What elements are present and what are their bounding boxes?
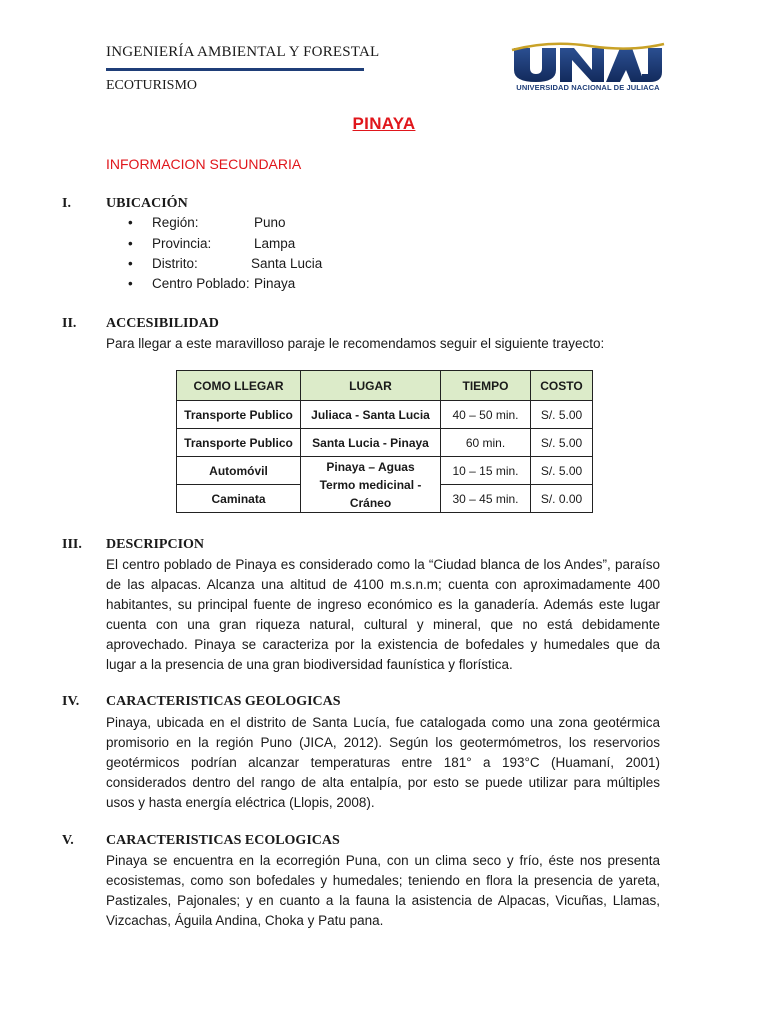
bullet-value-region: Puno xyxy=(254,215,286,230)
table-cell-como: Transporte Publico xyxy=(177,401,301,429)
page-subtitle: INFORMACION SECUNDARIA xyxy=(106,156,302,172)
table-cell-lugar: Pinaya – Aguas Termo medicinal - Cráneo xyxy=(301,457,441,513)
table-cell-costo: S/. 0.00 xyxy=(531,485,593,513)
table-cell-costo: S/. 5.00 xyxy=(531,401,593,429)
header-department: INGENIERÍA AMBIENTAL Y FORESTAL xyxy=(106,44,380,60)
section-number-ii: II. xyxy=(62,316,77,331)
table-header-cell: COSTO xyxy=(531,371,593,401)
logo-caption: UNIVERSIDAD NACIONAL DE JULIACA xyxy=(516,83,660,92)
ecologicas-text: Pinaya se encuentra en la ecorregión Puna, con un clima seco y frío, éste nos presenta ecosistemas, como son bofedales y humedales; teniendo en flora la presencia de yareta, Pastizales, Pajonales; y en cuanto a la fauna la asistencia de Alpacas, Vicuñas, Llamas, Vizcachas, Águila Andina, Choka y Patu pana. xyxy=(106,853,660,928)
header-course: ECOTURISMO xyxy=(106,78,198,93)
table-cell-como: Transporte Publico xyxy=(177,429,301,457)
section-title-accesibilidad: ACCESIBILIDAD xyxy=(106,316,219,331)
table-cell-lugar: Santa Lucia - Pinaya xyxy=(301,429,441,457)
bullet-icon: • xyxy=(128,256,133,271)
bullet-value-centro-poblado: Pinaya xyxy=(254,276,296,291)
bullet-icon: • xyxy=(128,236,133,251)
descripcion-text: El centro poblado de Pinaya es considerado como la “Ciudad blanca de los Andes”, paraíso de las alpacas. Alcanza una altitud de 4100 m.s.n.m; cuenta con aproximadamente 400 habitantes, su principal fuente de ingreso económico es la ganadería. Además este lugar cuenta con una gran riqueza natural, cultural y mineral, que no está debidamente aprovechado. Pinaya se caracteriza por la existencia de bofedales y humedales que da lugar a la presencia de una gran biodiversidad faunística y florística. xyxy=(106,557,660,672)
bullet-label-centro-poblado: Centro Poblado: xyxy=(152,276,250,291)
accesibilidad-intro: Para llegar a este maravilloso paraje le recomendamos seguir el siguiente trayecto: xyxy=(106,336,605,351)
section-title-ecologicas: CARACTERISTICAS ECOLOGICAS xyxy=(106,833,340,848)
table-header-cell: TIEMPO xyxy=(441,371,531,401)
section-title-geologicas: CARACTERISTICAS GEOLOGICAS xyxy=(106,694,341,709)
section-number-i: I. xyxy=(62,196,71,211)
section-number-iii: III. xyxy=(62,537,82,552)
table-header-row xyxy=(177,371,593,401)
table-cell-como: Automóvil xyxy=(177,457,301,485)
bullet-value-provincia: Lampa xyxy=(254,236,296,251)
bullet-icon: • xyxy=(128,215,133,230)
header-divider xyxy=(106,68,364,71)
table-row xyxy=(177,429,593,457)
table-header-cell: LUGAR xyxy=(301,371,441,401)
bullet-value-distrito: Santa Lucia xyxy=(251,256,323,271)
page-title: PINAYA xyxy=(352,114,416,133)
geologicas-text: Pinaya, ubicada en el distrito de Santa Lucía, fue catalogada como una zona geotérmica promisorio en la región Puno (JICA, 2012). Según los geotermómetros, los reservorios geotérmicos podrían alcanzar temperaturas entre 181° a 193°C (Huamaní, 2001) considerados dentro del rango de alta entalpía, por esto se puede utilizar para múltiples usos y hasta energía eléctrica (Llopis, 2008). xyxy=(106,715,660,810)
table-cell-lugar: Juliaca - Santa Lucia xyxy=(301,401,441,429)
table-cell-costo: S/. 5.00 xyxy=(531,429,593,457)
table-cell-tiempo: 40 – 50 min. xyxy=(441,401,531,429)
section-title-ubicacion: UBICACIÓN xyxy=(106,196,188,211)
section-title-descripcion: DESCRIPCION xyxy=(106,537,205,552)
table-row xyxy=(177,457,593,485)
access-table xyxy=(176,370,593,513)
bullet-label-distrito: Distrito: xyxy=(152,256,198,271)
table-row xyxy=(177,401,593,429)
table-cell-costo: S/. 5.00 xyxy=(531,457,593,485)
table-cell-tiempo: 10 – 15 min. xyxy=(441,457,531,485)
bullet-label-region: Región: xyxy=(152,215,199,230)
bullet-icon: • xyxy=(128,276,133,291)
bullet-label-provincia: Provincia: xyxy=(152,236,212,251)
table-header-cell: COMO LLEGAR xyxy=(177,371,301,401)
table-cell-tiempo: 30 – 45 min. xyxy=(441,485,531,513)
table-cell-tiempo: 60 min. xyxy=(441,429,531,457)
section-number-v: V. xyxy=(62,833,74,848)
table-cell-como: Caminata xyxy=(177,485,301,513)
section-number-iv: IV. xyxy=(62,694,80,709)
